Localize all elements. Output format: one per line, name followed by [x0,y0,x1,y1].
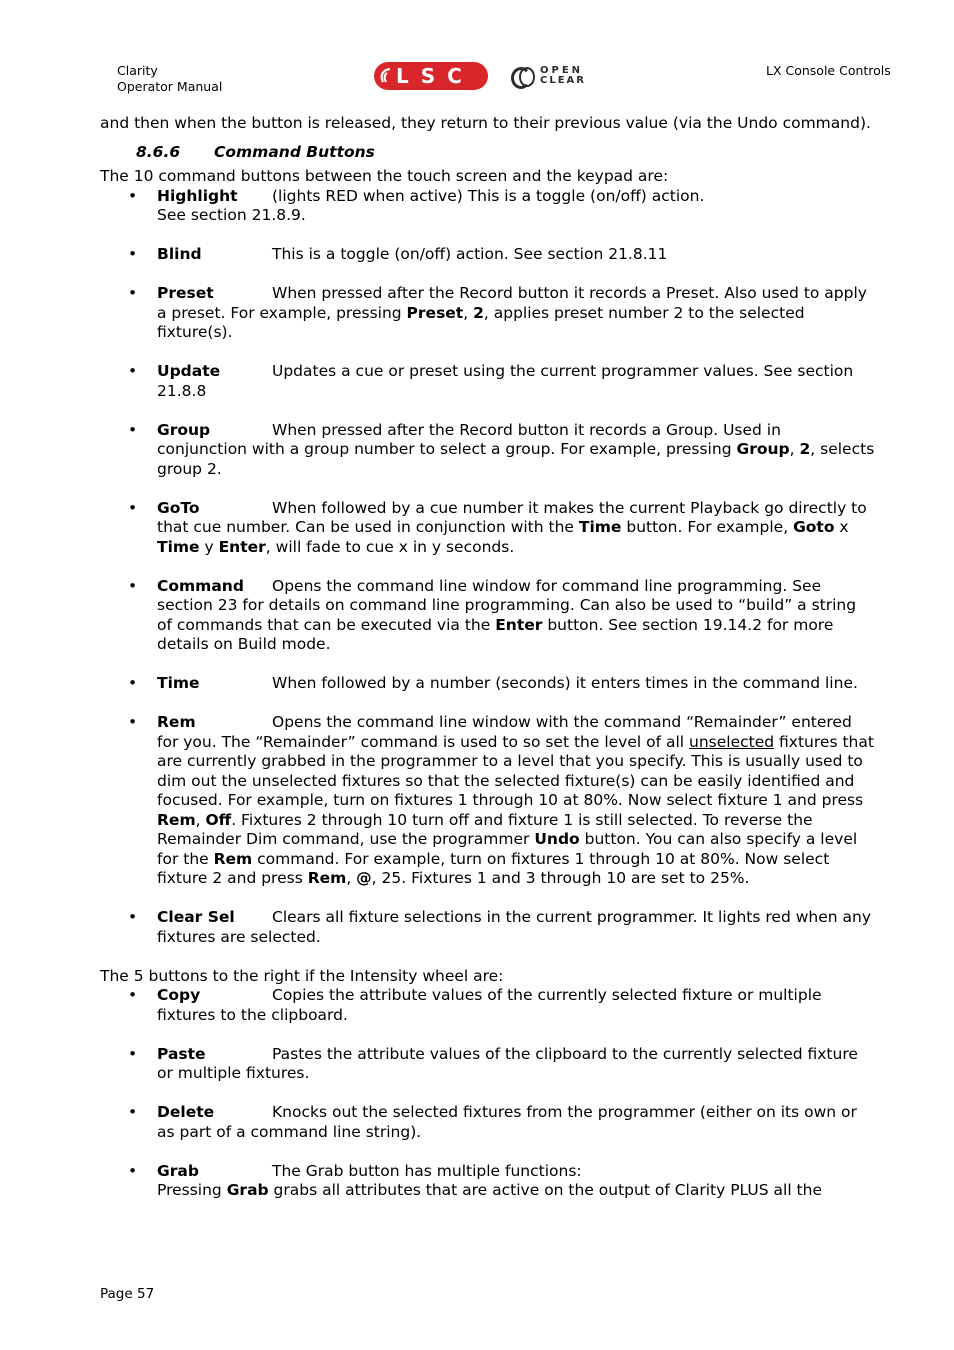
section-number: 8.6.6 [136,142,181,161]
lead-paragraph-2: The 5 buttons to the right if the Intensity wheel are: [100,966,504,985]
list-item-command [100,577,875,655]
desc-text: , [195,810,206,829]
desc-bold: Enter [495,615,543,634]
desc-text: button. You can also specify a level for the [157,830,858,868]
bullet: • [128,1044,138,1063]
lsc-claw-icon [379,67,393,85]
term-blind: Blind [157,245,202,263]
open-clear-o-icon [519,67,535,87]
desc-copy: Copies the attribute values of the currently selected fixture or multiple fixtures to the clipboard. [157,986,822,1024]
section-heading [100,143,875,163]
desc-delete: Knocks out the selected fixtures from the programmer (either on its own or as part of a command line string). [157,1103,857,1141]
list-item-delete [100,1103,875,1142]
desc-text: When pressed after the Record button it records a Group. Used in conjunction with a group number to select a group. For example, pressing [157,420,781,458]
bullet: • [128,362,138,380]
page-body [100,114,875,1220]
desc-text: , selects group 2. [157,440,875,478]
term-goto: GoTo [157,498,200,517]
desc-bold: Rem [213,849,253,868]
bullet: • [128,576,138,595]
list-item-time [100,674,875,694]
desc-grab: The Grab button has multiple functions: [272,1161,582,1180]
desc-bold: Off [205,810,232,829]
desc-bold: 2 [799,440,811,458]
term-grab: Grab [157,1161,199,1180]
desc-text: x [834,518,849,536]
desc-bold: Rem [307,869,347,887]
desc-bold: Enter [218,537,266,556]
desc-time: When followed by a number (seconds) it enters times in the command line. [272,674,858,692]
desc-clear-sel: Clears all fixture selections in the current programmer. It lights red when any fixtures are selected. [157,908,871,946]
desc-text: Opens the command line window with the command “Remainder” entered for you. The “Remainder” command is used to so set the level of all [157,713,852,751]
desc-text: fixtures that are currently grabbed in the programmer to a level that you specify. This is usually used to dim out the unselected fixtures so that the selected fixture(s) can be easily identified and focused. For example, turn on fixtures 1 through 10 at 80%. Now select fixture 1 and press [157,732,874,809]
lsc-logo [374,62,488,90]
desc-text: Pressing [157,1181,227,1199]
term-group: Group [157,420,211,439]
list-item-clear-sel [100,908,875,947]
desc-bold: @ [356,869,372,887]
desc-bold: Goto [793,518,835,536]
desc-text: button. See section 19.14.2 for more details on Build mode. [157,615,834,653]
list-item-grab [100,1162,875,1201]
bullet: • [128,674,138,692]
list-item-highlight [100,187,875,226]
desc-bold: 2 [473,303,484,322]
header-manual: Operator Manual [117,79,223,94]
desc-text: y [199,537,219,556]
command-button-list [100,187,875,948]
list-item-rem [100,713,875,889]
term-preset: Preset [157,284,214,302]
header-product: Clarity [117,63,158,78]
desc-text: When pressed after the Record button it records a Preset. Also used to apply a preset. For example, pressing [157,284,867,322]
lsc-logo-text: LSC [396,64,474,88]
bullet: • [128,498,138,517]
desc-paste: Pastes the attribute values of the clipboard to the currently selected fixture or multiple fixtures. [157,1044,858,1082]
intensity-button-list [100,986,875,1201]
page-number: Page 57 [100,1286,155,1302]
term-rem: Rem [157,713,196,731]
desc-text: , [346,869,357,887]
desc-bold: Rem [157,810,196,829]
desc-text: , 25. Fixtures 1 and 3 through 10 are set to 25%. [371,869,750,887]
bullet: • [128,1103,138,1121]
desc-text: When followed by a cue number it makes the current Playback go directly to that cue number. Can be used in conjunction with the [157,498,867,536]
desc-text: , [463,303,474,322]
term-clear-sel: Clear Sel [157,908,235,926]
desc-text: command. For example, turn on fixtures 1 through 10 at 80%. Now select fixture 2 and press [157,849,830,887]
lead-paragraph-1: The 10 command buttons between the touch screen and the keypad are: [100,167,669,185]
list-item-copy [100,986,875,1025]
section-title: Command Buttons [214,142,375,161]
list-item-preset [100,284,875,343]
desc-text: . Fixtures 2 through 10 turn off and fixture 1 is still selected. To reverse the Remainder Dim command, use the programmer [157,810,813,848]
header-left [117,63,222,95]
desc-bold: Time [157,537,200,556]
desc-highlight: (lights RED when active) This is a toggle (on/off) action. [272,186,705,205]
intro-paragraph: and then when the button is released, they return to their previous value (via the Undo command). [100,114,871,132]
open-clear-text-clear: CLEAR [540,75,586,86]
desc-blind: This is a toggle (on/off) action. See section 21.8.11 [272,245,668,263]
term-time: Time [157,674,200,692]
bullet: • [128,284,138,302]
bullet: • [128,713,138,731]
bullet: • [128,186,138,205]
list-item-blind [100,245,875,265]
desc-underline: unselected [689,732,775,751]
term-copy: Copy [157,986,201,1004]
open-clear-text-open: OPEN [540,65,584,76]
desc-update: Updates a cue or preset using the current programmer values. See section 21.8.8 [157,362,854,400]
desc-bold: Undo [534,830,580,848]
header-chapter: LX Console Controls [766,63,891,78]
term-update: Update [157,362,221,380]
list-item-group [100,421,875,480]
bullet: • [128,908,138,926]
desc-text: , [789,440,800,458]
bullet: • [128,986,138,1004]
desc-text: , will fade to cue x in y seconds. [265,537,515,556]
desc-bold: Grab [226,1181,269,1199]
open-clear-logo [511,64,607,88]
desc-bold: Group [736,440,790,458]
desc-text: grabs all attributes that are active on the output of Clarity PLUS all the [268,1181,822,1199]
list-item-paste [100,1045,875,1084]
term-delete: Delete [157,1103,215,1121]
term-paste: Paste [157,1044,206,1063]
desc-text: , applies preset number 2 to the selected fixture(s). [157,303,805,341]
list-item-goto [100,499,875,558]
list-item-update [100,362,875,401]
bullet: • [128,245,138,263]
term-highlight: Highlight [157,186,238,205]
desc-highlight-ref: See section 21.8.9. [157,206,306,224]
term-command: Command [157,576,244,595]
desc-text: Opens the command line window for command line programming. See section 23 for details on command line programming. Can also be used to “build” a string of commands that can be executed via the [157,576,857,634]
bullet: • [128,420,138,439]
desc-bold: Preset [406,303,464,322]
desc-bold: Time [578,518,622,536]
bullet: • [128,1161,138,1180]
desc-text: button. For example, [621,518,794,536]
